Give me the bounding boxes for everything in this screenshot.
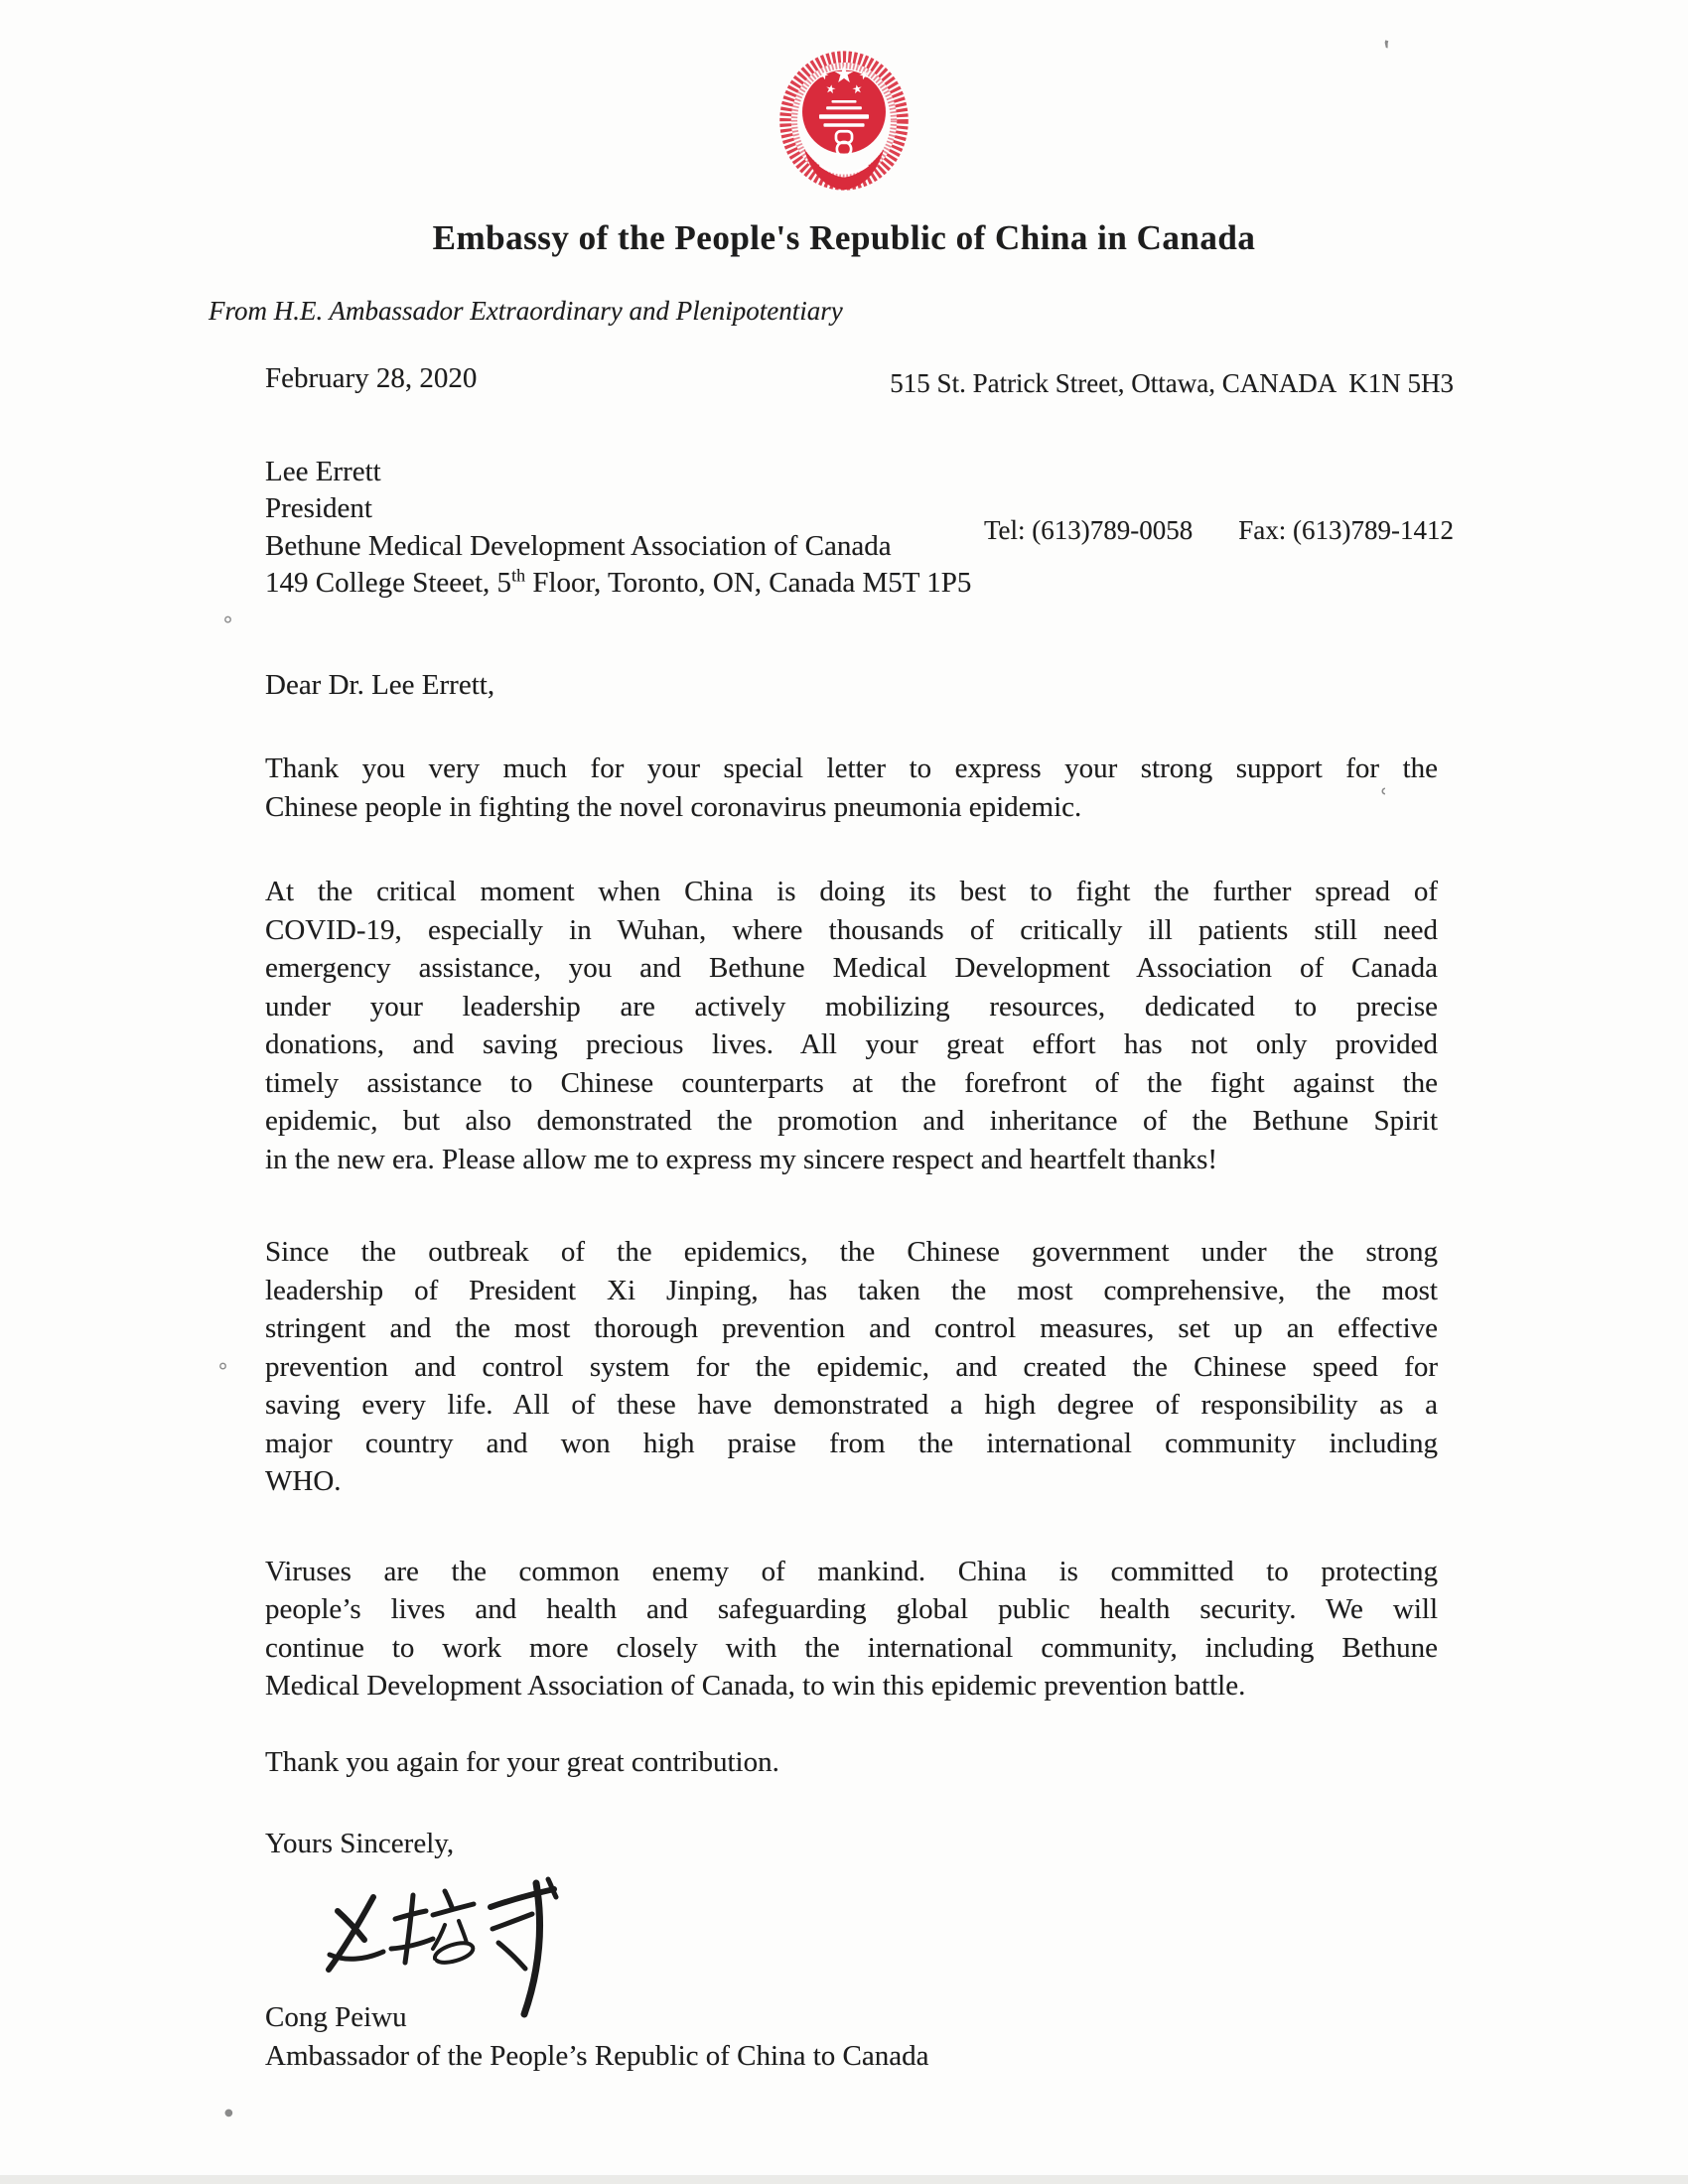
from-line: From H.E. Ambassador Extraordinary and Plenipotentiary: [209, 296, 843, 326]
embassy-tel: Tel: (613)789-0058: [983, 515, 1194, 545]
paragraph-line: At the critical moment when China is doing its best to fight the further spread of: [265, 876, 1438, 907]
ordinal-suffix: th: [511, 565, 526, 586]
paragraph-line: under your leadership are actively mobilizing resources, dedicated to precise: [265, 990, 1438, 1023]
letter-body: [265, 359, 1438, 2076]
closing-thanks: Thank you again for your great contribution.: [265, 1745, 779, 1778]
paragraph-line: people’s lives and health and safeguarding global public health security. We will: [265, 1593, 1438, 1625]
valediction: Yours Sincerely,: [265, 1828, 455, 1859]
paragraph-line: emergency assistance, you and Bethune Medical Development Association of Canada: [265, 952, 1438, 984]
paragraph-line: in the new era. Please allow me to express my sincere respect and heartfelt thanks!: [265, 1143, 1218, 1175]
signer-title: Ambassador of the People’s Republic of China to Canada: [265, 2040, 929, 2072]
scan-artifact: ʽ: [1373, 38, 1393, 74]
paragraph-line: COVID-19, especially in Wuhan, where thousands of critically ill patients still need: [265, 913, 1438, 946]
paragraph-line: Thank you very much for your special letter to express your strong support for the: [265, 752, 1438, 784]
recipient-title: President: [265, 492, 372, 524]
scan-artifact: ʿ: [1380, 784, 1388, 814]
scan-artifact: ●: [224, 2108, 233, 2118]
embassy-address-line1: 515 St. Patrick Street, Ottawa, CANADA K1N 5H3: [890, 368, 1454, 398]
paragraph-line: saving every life. All of these have demonstrated a high degree of responsibility as a: [265, 1389, 1438, 1421]
paragraph-line: WHO.: [265, 1465, 342, 1497]
paragraph-line: donations, and saving precious lives. All your great effort has not only provided: [265, 1028, 1438, 1060]
paragraph-line: prevention and control system for the epidemic, and created the Chinese speed for: [265, 1350, 1438, 1383]
paragraph-line: leadership of President Xi Jinping, has taken the most comprehensive, the most: [265, 1274, 1438, 1306]
letter-date: February 28, 2020: [265, 362, 478, 394]
paragraph-line: epidemic, but also demonstrated the promotion and inheritance of the Bethune Spirit: [265, 1105, 1438, 1137]
paragraph-4: [265, 1553, 1438, 1706]
scan-artifact: °: [217, 1360, 228, 1385]
recipient-block: [265, 454, 1438, 603]
embassy-emblem: [0, 50, 1688, 201]
paragraph-2: [265, 873, 1438, 1178]
embassy-title: Embassy of the People's Republic of China in Canada: [432, 218, 1256, 257]
paragraph-line: Since the outbreak of the epidemics, the Chinese government under the strong: [265, 1236, 1438, 1268]
recipient-organization: Bethune Medical Development Association of Canada: [265, 529, 892, 562]
signer-name: Cong Peiwu: [265, 2000, 407, 2033]
scan-edge-shadow: [0, 2175, 1688, 2184]
handwritten-signature: [322, 1867, 1438, 1984]
salutation: Dear Dr. Lee Errett,: [265, 668, 495, 701]
paragraph-line: timely assistance to Chinese counterparts at the forefront of the fight against the: [265, 1066, 1438, 1099]
paragraph-line: stringent and the most thorough prevention and control measures, set up an effective: [265, 1312, 1438, 1344]
paragraph-line: major country and won high praise from the international community including: [265, 1427, 1438, 1459]
paragraph-3: [265, 1233, 1438, 1501]
embassy-fax: Fax: (613)789-1412: [1238, 515, 1454, 545]
paragraph-line: Viruses are the common enemy of mankind. China is committed to protecting: [265, 1555, 1438, 1587]
paragraph-line: Chinese people in fighting the novel coronavirus pneumonia epidemic.: [265, 790, 1082, 823]
scan-artifact: °: [222, 614, 233, 638]
paragraph-1: [265, 750, 1438, 826]
signature-calligraphy-icon: [322, 1867, 570, 2016]
paragraph-line: Medical Development Association of Canada, to win this epidemic prevention battle.: [265, 1670, 1246, 1702]
prc-national-emblem-icon: [777, 50, 911, 201]
recipient-name: Lee Errett: [265, 455, 381, 487]
paragraph-line: continue to work more closely with the international community, including Bethune: [265, 1631, 1438, 1664]
recipient-address: 149 College Steeet, 5th Floor, Toronto, ON, Canada M5T 1P5: [265, 565, 972, 599]
